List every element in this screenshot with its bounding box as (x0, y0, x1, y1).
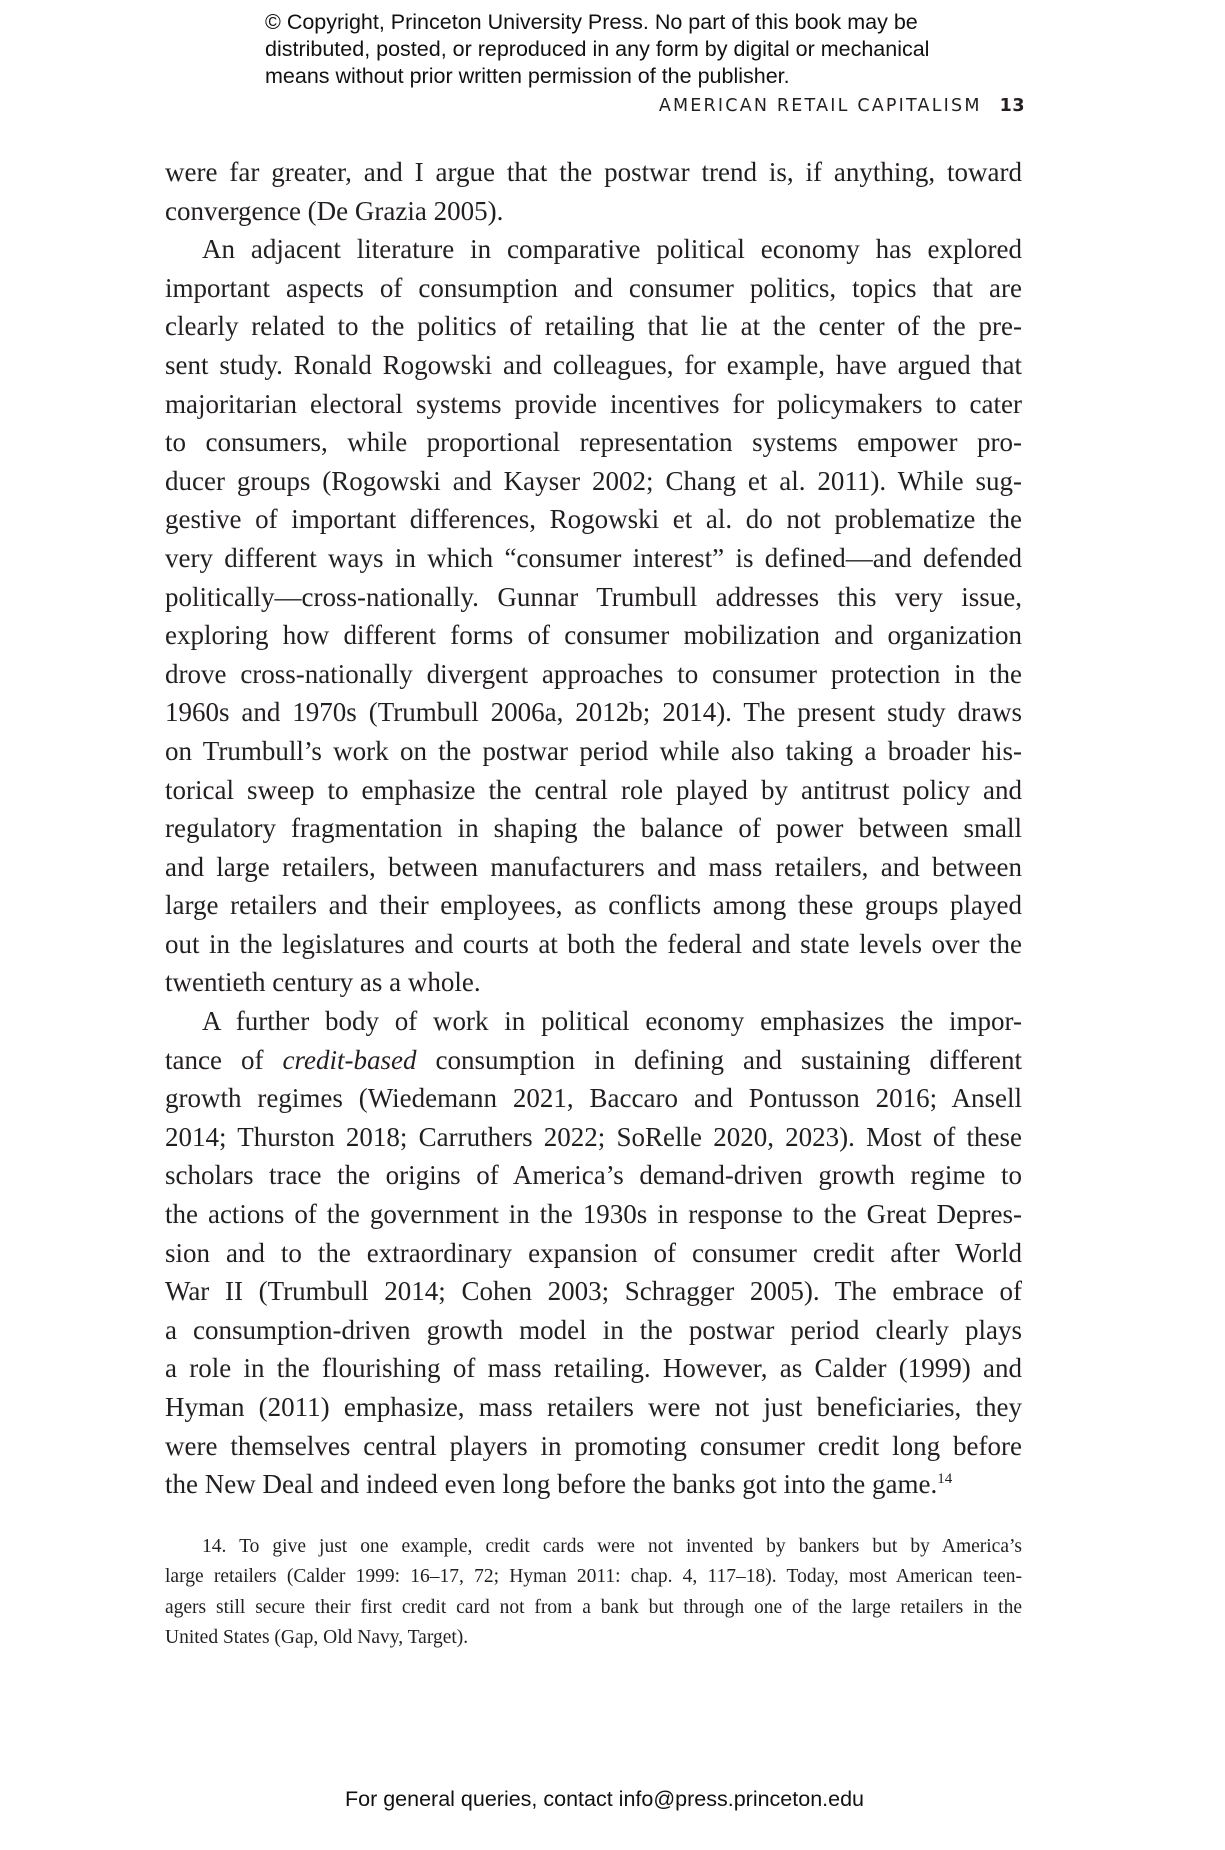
footnote-reference[interactable]: 14 (937, 1471, 953, 1488)
text-line: clearly related to the politics of retailing that lie at the center of the pre- (165, 311, 1022, 342)
footnote-line: large retailers (Calder 1999: 16–17, 72; Hyman 2011: chap. 4, 117–18). Today, most American teen- (165, 1566, 1022, 1588)
text-line: majoritarian electoral systems provide incentives for policymakers to cater (165, 388, 1022, 419)
text-line: exploring how different forms of consumer mobilization and organization (165, 620, 1022, 651)
text-line: a role in the flourishing of mass retailing. However, as Calder (1999) and (165, 1353, 1022, 1384)
footnote-line: United States (Gap, Old Navy, Target). (165, 1626, 469, 1648)
text-line: important aspects of consumption and consumer politics, topics that are (165, 272, 1022, 303)
text-line: 1960s and 1970s (Trumbull 2006a, 2012b; 2014). The present study draws (165, 697, 1022, 728)
text-line: twentieth century as a whole. (165, 967, 481, 998)
text-line: torical sweep to emphasize the central role played by antitrust policy and (165, 774, 1022, 805)
text-line: out in the legislatures and courts at both the federal and state levels over the (165, 928, 1022, 959)
text-line: and large retailers, between manufacturers and mass retailers, and between (165, 851, 1022, 882)
italic-term: credit-based (282, 1044, 417, 1075)
text-line: were far greater, and I argue that the postwar trend is, if anything, toward (165, 157, 1022, 187)
text-line: War II (Trumbull 2014; Cohen 2003; Schragger 2005). The embrace of (165, 1276, 1022, 1307)
text-fragment: consumption in defining and sustaining different (416, 1044, 1022, 1075)
text-line: very different ways in which “consumer interest” is defined—and defended (165, 542, 1022, 573)
text-line: 2014; Thurston 2018; Carruthers 2022; SoRelle 2020, 2023). Most of these (165, 1121, 1022, 1152)
text-line: to consumers, while proportional representation systems empower pro- (165, 427, 1022, 458)
copyright-line: means without prior written permission of the publisher. (265, 64, 790, 88)
text-line: ducer groups (Rogowski and Kayser 2002; Chang et al. 2011). While sug- (165, 465, 1022, 496)
text-line (165, 1465, 1022, 1504)
contact-notice: For general queries, contact info@press.princeton.edu (345, 1787, 865, 1811)
footnote-line: agers still secure their first credit card not from a bank but through one of the large retailers in the (165, 1596, 1022, 1618)
text-fragment: the New Deal and indeed even long before the banks got into the game. (165, 1469, 938, 1500)
page-number: 13 (999, 96, 1025, 116)
text-line: on Trumbull’s work on the postwar period while also taking a broader his- (165, 735, 1022, 766)
text-line: sion and to the extraordinary expansion of consumer credit after World (165, 1237, 1022, 1268)
text-line: were themselves central players in promoting consumer credit long before (165, 1430, 1022, 1461)
running-head-title: AMERICAN RETAIL CAPITALISM (658, 96, 982, 116)
paragraph-start-line: An adjacent literature in comparative political economy has explored (202, 234, 1022, 265)
text-fragment: tance of (165, 1044, 283, 1075)
copyright-notice (265, 9, 1025, 90)
copyright-line: © Copyright, Princeton University Press. No part of this book may be (265, 10, 918, 34)
text-line: convergence (De Grazia 2005). (165, 195, 504, 226)
copyright-line: distributed, posted, or reproduced in any form by digital or mechanical (265, 37, 930, 61)
text-line: sent study. Ronald Rogowski and colleagues, for example, have argued that (165, 349, 1022, 380)
text-line: scholars trace the origins of America’s demand-driven growth regime to (165, 1160, 1022, 1191)
text-line: a consumption-driven growth model in the postwar period clearly plays (165, 1314, 1022, 1345)
footnotes (165, 1532, 1022, 1653)
text-line: Hyman (2011) emphasize, mass retailers were not just beneficiaries, they (165, 1392, 1022, 1422)
text-line: growth regimes (Wiedemann 2021, Baccaro and Pontusson 2016; Ansell (165, 1083, 1022, 1114)
text-line: politically—cross-nationally. Gunnar Trumbull addresses this very issue, (165, 581, 1022, 612)
text-line: regulatory fragmentation in shaping the balance of power between small (165, 813, 1022, 844)
paragraph-start-line: A further body of work in political economy emphasizes the impor- (202, 1006, 1022, 1037)
text-line (165, 1041, 1022, 1080)
text-line: gestive of important differences, Rogowski et al. do not problematize the (165, 504, 1022, 535)
running-head (659, 96, 1025, 116)
body-text (165, 153, 1022, 1504)
footnote-line: 14. To give just one example, credit cards were not invented by bankers but by America’s (202, 1536, 1022, 1557)
text-line: large retailers and their employees, as conflicts among these groups played (165, 890, 1022, 921)
text-line: drove cross-nationally divergent approaches to consumer protection in the (165, 658, 1022, 689)
text-line: the actions of the government in the 1930s in response to the Great Depres- (165, 1199, 1022, 1230)
